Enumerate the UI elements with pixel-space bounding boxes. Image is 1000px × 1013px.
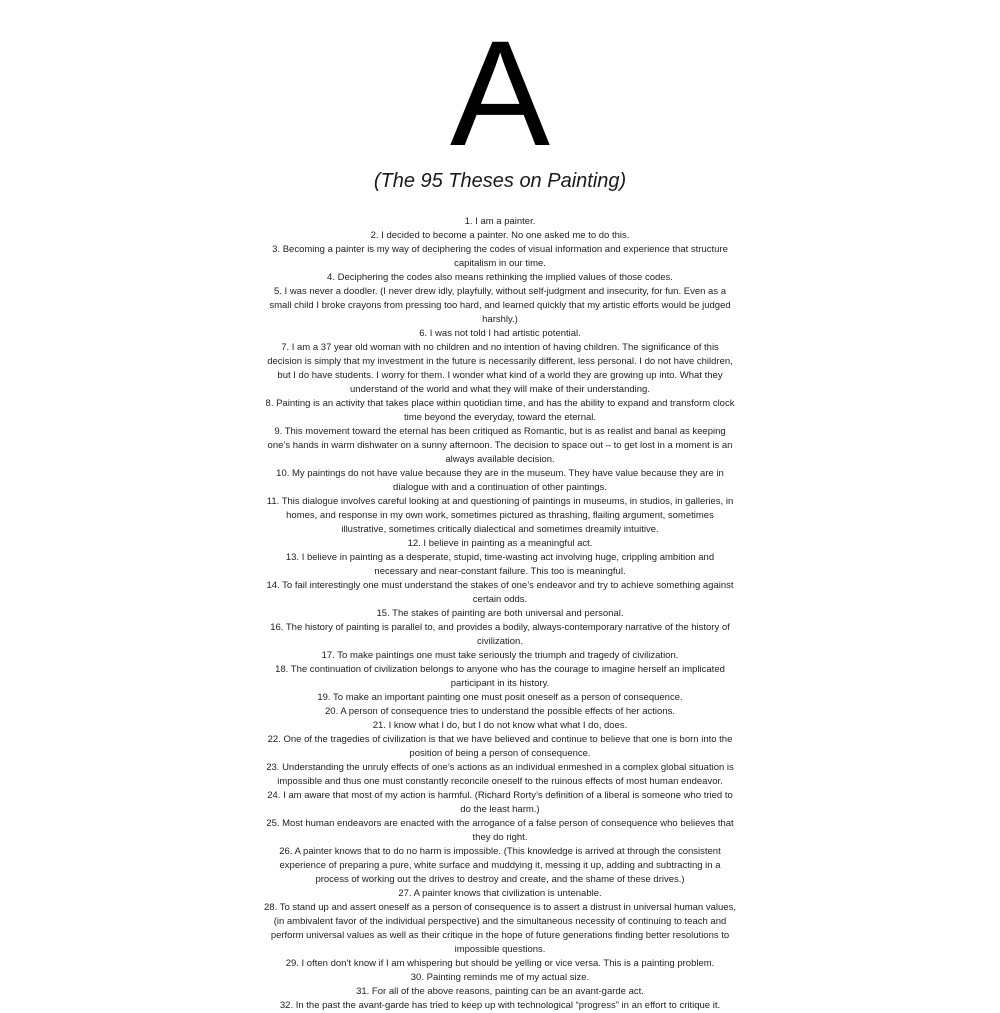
thesis-item: 28. To stand up and assert oneself as a person of consequence is to assert a distrust in universal human values, (in ambivalent favor of the individual perspective) and the simultaneous necessity of continuing to teach and perform universal values as well as their critique in the hope of future generations finding better resolutions to impossible questions. — [264, 902, 736, 955]
thesis-item: 24. I am aware that most of my action is harmful. (Richard Rorty’s definition of a liberal is someone who tried to do the least harm.) — [267, 790, 733, 815]
thesis-item: 25. Most human endeavors are enacted with the arrogance of a false person of consequence who believes that they do right. — [266, 818, 734, 843]
thesis-item: 6. I was not told I had artistic potential. — [419, 328, 581, 339]
thesis-item: 11. This dialogue involves careful looking at and questioning of paintings in museums, in studios, in galleries, in homes, and response in my own work, sometimes pictured as thrashing, flailing argument, sometimes illustrative, sometimes critically dialectical and sometimes dreamily intuitive. — [266, 496, 734, 535]
thesis-item: 23. Understanding the unruly effects of one’s actions as an individual enmeshed in a complex global situation is impossible and thus one must constantly reconcile oneself to the ruinous effects of most human endeavor. — [266, 762, 734, 787]
page-subtitle: (The 95 Theses on Painting) — [373, 170, 627, 192]
thesis-item: 18. The continuation of civilization belongs to anyone who has the courage to imagine herself an implicated participant in its history. — [275, 664, 725, 689]
thesis-item: 15. The stakes of painting are both universal and personal. — [376, 608, 624, 619]
thesis-item: 21. I know what I do, but I do not know what what I do, does. — [372, 720, 628, 731]
thesis-item: 1. I am a painter. — [464, 216, 536, 227]
thesis-item: 31. For all of the above reasons, painting can be an avant-garde act. — [356, 986, 644, 997]
title-letter: A — [449, 9, 551, 177]
theses-list — [264, 215, 736, 1013]
thesis-item: 13. I believe in painting as a desperate, stupid, time-wasting act involving huge, crippling ambition and necessary and near-constant failure. This too is meaningful. — [285, 552, 715, 577]
thesis-item: 4. Deciphering the codes also means rethinking the implied values of those codes. — [327, 272, 673, 283]
thesis-item: 27. A painter knows that civilization is untenable. — [398, 888, 602, 899]
thesis-item: 29. I often don’t know if I am whispering but should be yelling or vice versa. This is a painting problem. — [285, 958, 715, 969]
thesis-item: 8. Painting is an activity that takes place within quotidian time, and has the ability to expand and transform clock time beyond the everyday, toward the eternal. — [265, 398, 735, 423]
thesis-item: 5. I was never a doodler. (I never drew idly, playfully, without self-judgment and insecurity, for fun. Even as a small child I broke crayons from pressing too hard, and learned quickly that my artistic efforts would be judged harshly.) — [269, 286, 731, 325]
thesis-item: 2. I decided to become a painter. No one asked me to do this. — [370, 230, 630, 241]
thesis-item: 17. To make paintings one must take seriously the triumph and tragedy of civilization. — [321, 650, 679, 661]
thesis-item: 12. I believe in painting as a meaningful act. — [407, 538, 593, 549]
thesis-item: 22. One of the tragedies of civilization is that we have believed and continue to believe that one is born into the position of being a person of consequence. — [267, 734, 733, 759]
thesis-item: 19. To make an important painting one must posit oneself as a person of consequence. — [317, 692, 683, 703]
thesis-item: 30. Painting reminds me of my actual size. — [410, 972, 590, 983]
thesis-item: 7. I am a 37 year old woman with no children and no intention of having children. The significance of this decision is simply that my investment in the future is necessarily different, less personal. I do not have children, but I do have students. I worry for them. I wonder what kind of a world they are growing up into. What they understand of the world and what they will make of their understanding. — [267, 342, 733, 395]
thesis-item: 32. In the past the avant-garde has tried to keep up with technological “progress” in an effort to critique it. — [279, 1000, 721, 1011]
thesis-item: 10. My paintings do not have value because they are in the museum. They have value because they are in dialogue with and a continuation of other paintings. — [276, 468, 724, 493]
thesis-item: 20. A person of consequence tries to understand the possible effects of her actions. — [325, 706, 675, 717]
thesis-item: 26. A painter knows that to do no harm is impossible. (This knowledge is arrived at through the consistent experience of preparing a pure, white surface and muddying it, messing it up, adding and subtracting in a process of working out the drives to destroy and create, and the shame of these drives.) — [279, 846, 721, 885]
thesis-item: 9. This movement toward the eternal has been critiqued as Romantic, but is as realist and banal as keeping one’s hands in warm dishwater on a sunny afternoon. The decision to space out – to get lost in a moment is an always available decision. — [267, 426, 733, 465]
thesis-item: 16. The history of painting is parallel to, and provides a bodily, always-contemporary narrative of the history of civilization. — [270, 622, 730, 647]
thesis-item: 3. Becoming a painter is my way of deciphering the codes of visual information and experience that structure capitalism in our time. — [272, 244, 728, 269]
thesis-item: 14. To fail interestingly one must understand the stakes of one’s endeavor and try to achieve something against certain odds. — [266, 580, 734, 605]
